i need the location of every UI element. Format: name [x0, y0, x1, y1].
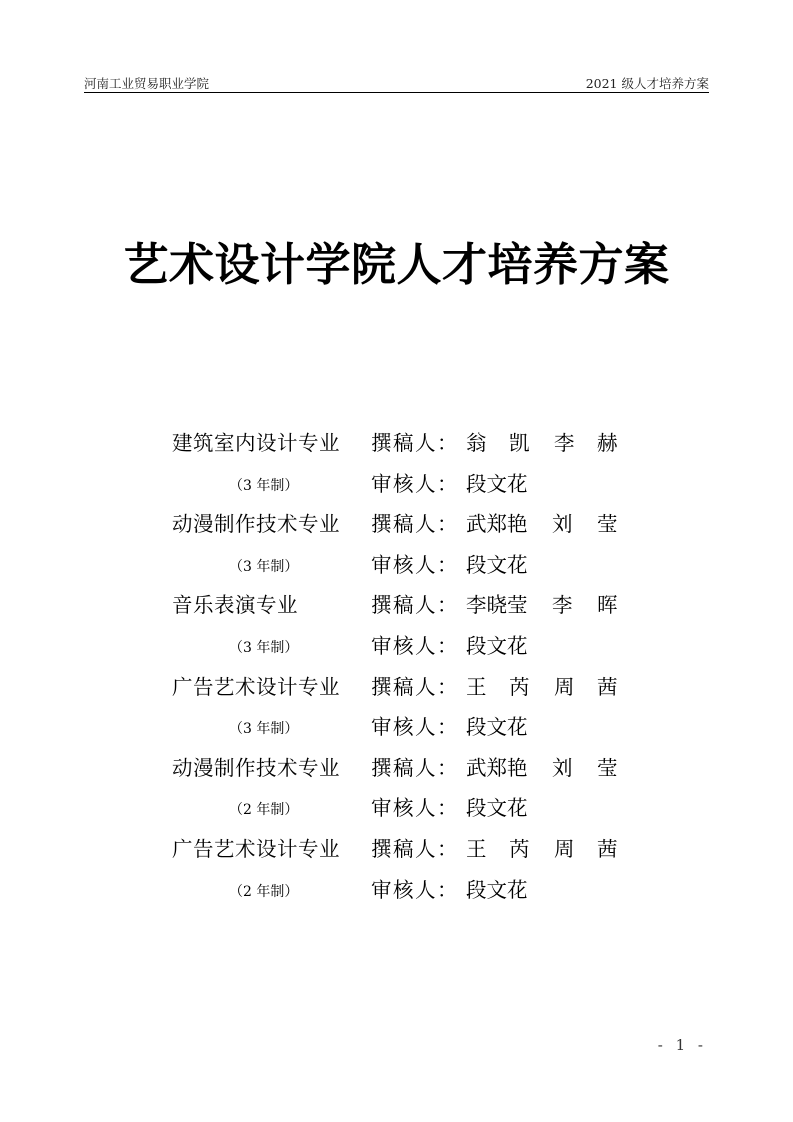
- author-label: 撰稿人：: [371, 512, 459, 537]
- program-major: 建筑室内设计专业: [172, 431, 340, 455]
- author-name: 李: [554, 431, 575, 455]
- author-name: 莹: [597, 512, 618, 537]
- author-name: 翁: [466, 431, 487, 455]
- program-major: 动漫制作技术专业: [172, 755, 340, 780]
- program-reviewer-row: [0, 628, 793, 664]
- program-author-row: [0, 831, 793, 867]
- program-duration: （3 年制）: [229, 477, 299, 494]
- author-name: 武郑艳: [466, 512, 528, 537]
- page-header: [84, 72, 709, 92]
- program-major: 音乐表演专业: [172, 593, 298, 618]
- header-institution: 河南工业贸易职业学院: [84, 76, 210, 91]
- author-name: 晖: [597, 593, 618, 618]
- program-duration: （2 年制）: [229, 802, 299, 819]
- program-duration: （3 年制）: [229, 640, 299, 656]
- reviewer-name: 段文花: [466, 877, 528, 902]
- program-author-row: [0, 506, 793, 542]
- program-duration: （2 年制）: [229, 883, 299, 900]
- reviewer-label: 审核人：: [371, 471, 459, 496]
- reviewer-label: 审核人：: [371, 552, 459, 577]
- reviewer-name: 段文花: [466, 634, 528, 658]
- reviewer-label: 审核人：: [371, 715, 459, 740]
- author-name: 李晓莹: [466, 593, 528, 618]
- program-author-row: [0, 587, 793, 623]
- reviewer-label: 审核人：: [371, 796, 459, 821]
- document-title: 艺术设计学院人才培养方案: [123, 238, 670, 291]
- reviewer-name: 段文花: [466, 796, 528, 821]
- header-divider: [84, 92, 709, 93]
- page-number: - 1 -: [657, 1036, 707, 1054]
- author-name: 李: [552, 593, 573, 618]
- author-label: 撰稿人：: [371, 674, 459, 699]
- author-label: 撰稿人：: [371, 431, 459, 455]
- author-name: 茜: [597, 837, 618, 861]
- author-label: 撰稿人：: [371, 593, 459, 618]
- program-duration: （3 年制）: [229, 558, 299, 575]
- reviewer-label: 审核人：: [371, 877, 459, 902]
- author-name: 王: [466, 674, 487, 699]
- author-label: 撰稿人：: [371, 755, 459, 780]
- author-name: 周: [554, 674, 575, 699]
- header-document-label: 2021 级人才培养方案: [585, 76, 709, 91]
- author-name: 芮: [509, 837, 530, 861]
- program-author-row: [0, 750, 793, 786]
- author-name: 王: [466, 837, 487, 861]
- author-name: 刘: [552, 755, 573, 780]
- reviewer-name: 段文花: [466, 715, 528, 740]
- program-reviewer-row: [0, 547, 793, 583]
- author-name: 赫: [597, 431, 618, 455]
- program-reviewer-row: [0, 466, 793, 502]
- program-reviewer-row: [0, 790, 793, 826]
- program-major: 广告艺术设计专业: [172, 837, 340, 861]
- program-duration: （3 年制）: [229, 721, 299, 738]
- program-major: 广告艺术设计专业: [172, 674, 340, 699]
- program-reviewer-row: [0, 709, 793, 745]
- program-major: 动漫制作技术专业: [172, 512, 340, 537]
- author-name: 莹: [597, 755, 618, 780]
- author-name: 芮: [509, 674, 530, 699]
- author-name: 刘: [552, 512, 573, 537]
- reviewer-name: 段文花: [466, 471, 528, 496]
- program-reviewer-row: [0, 872, 793, 908]
- program-author-row: [0, 669, 793, 705]
- author-name: 茜: [597, 674, 618, 699]
- author-name: 周: [554, 837, 575, 861]
- reviewer-label: 审核人：: [371, 634, 459, 658]
- author-name: 凯: [509, 431, 530, 455]
- program-author-row: [0, 425, 793, 461]
- author-label: 撰稿人：: [371, 837, 459, 861]
- author-name: 武郑艳: [466, 755, 528, 780]
- reviewer-name: 段文花: [466, 552, 528, 577]
